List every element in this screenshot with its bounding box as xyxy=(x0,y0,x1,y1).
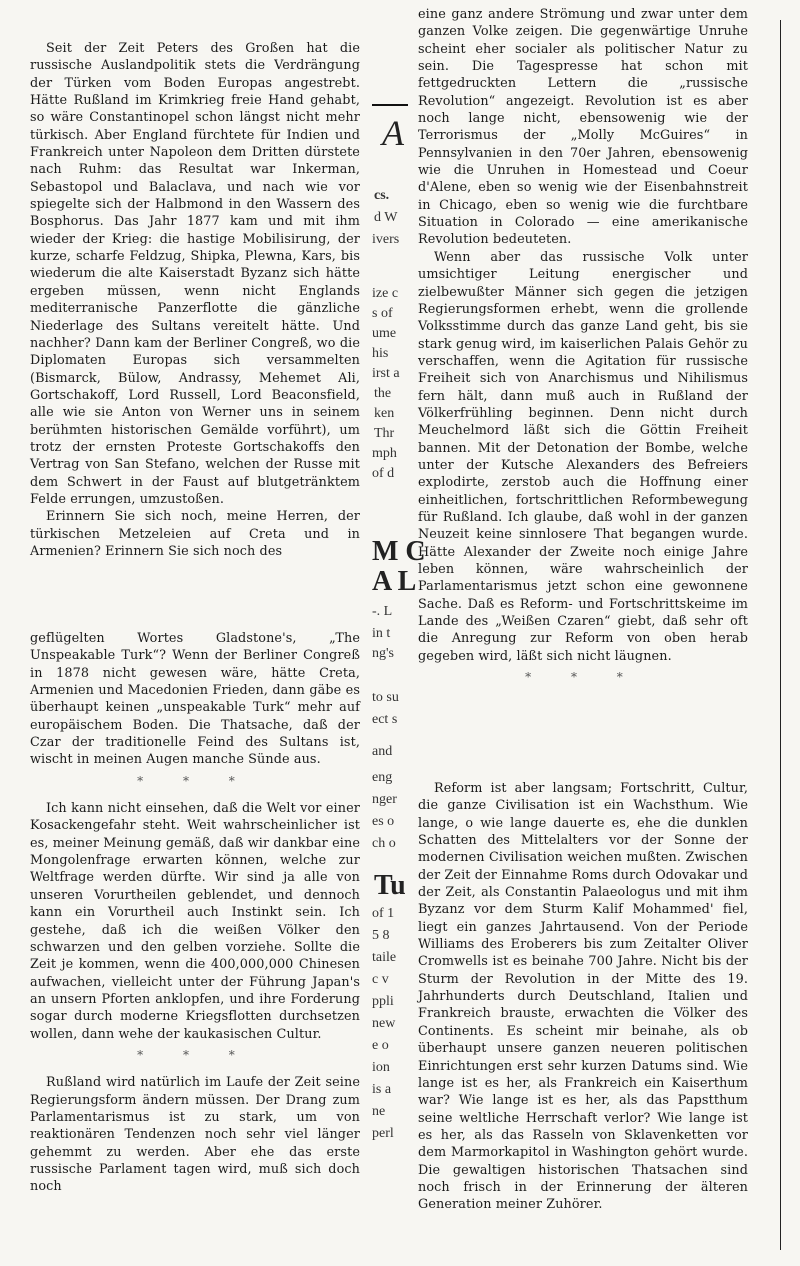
gutter-fragment: c v xyxy=(372,972,389,987)
gutter-fragments xyxy=(362,0,426,1266)
column-right-top xyxy=(418,6,748,696)
gutter-fragment: s of xyxy=(372,306,393,321)
gutter-fragment: to su xyxy=(372,690,399,705)
gutter-fragment: d W xyxy=(374,210,398,225)
gutter-fragment: of 1 xyxy=(372,906,395,921)
gutter-fragment: Tu xyxy=(374,870,406,901)
paragraph: Wenn aber das russische Volk unter umsichtiger Leitung energischer und zielbewußter Männer sich gegen die jetzigen Regierungsformen erhebt, wenn die grollende Volksstimme durch das ganze Land geht, bis sie stark genug wird, im kaiserlichen Palais Gehör zu verschaffen, wenn die Agitation für russische Freiheit sich von Anarchismus und Nihilismus fern hält, dann muß auch in Rußland der Völkerfrühling beginnen. Denn nicht durch Meuchelmord läßt sich die Göttin Freiheit bannen. Mit der Detonation der Bombe, welche unter der Kutsche Alexanders des Befreiers explodirte, zerstob auch die Hoffnung einer einheitlichen, fortschrittlichen Reformbewegung für Rußland. Ich glaube, daß wohl in der ganzen Neuzeit keine sinnlosere That begangen wurde. Hätte Alexander der Zweite noch einige Jahre leben können, wäre wahrscheinlich der Parlamentarismus jetzt schon eine gewonnene Sache. Daß es Reform- und Fortschrittskeime im Lande des „Weißen Czaren“ giebt, daß sehr oft die Anregung zur Reform von oben herab gegeben wird, läßt sich nicht läugnen. xyxy=(418,249,748,664)
paragraph: Seit der Zeit Peters des Großen hat die russische Auslandpolitik stets die Verdrängung der Türken vom Boden Europas angestrebt. Hätte Rußland im Krimkrieg freie Hand gehabt, so wäre Constantinopel schon längst nicht mehr türkisch. Aber England fürchtete für Indien und Frankreich unter Napoleon dem Dritten dürstete nach Ruhm: das Resultat war Inkerman, Sebastopol und Balaclava, und nach wie vor spiegelte sich der Halbmond in den Wassern des Bosphorus. Das Jahr 1877 kam und mit ihm wieder der Krieg: die hastige Mobilisirung, der kurze, scharfe Feldzug, Shipka, Plewna, Kars, bis wiederum die alte Kaiserstadt Byzanz sich hätte ergeben müssen, wenn nicht Englands mediterranische Panzerflotte die gänzliche Niederlage des Sultans vereitelt hätte. Und nachher? Dann kam der Berliner Congreß, wo die Diplomaten Europas sich versammelten (Bismarck, Bülow, Andrassy, Mehemet Ali, Gortschakoff, Lord Russell, Lord Beaconsfield, alle wie sie Anton von Werner uns in seinem berühmten historischen Gemälde vorführt), um trotz der ernsten Proteste Gortschakoffs den Vertrag von San Stefano, welchen der Russe mit dem Schwert in der Faust auf blutgetränktem Felde errungen, umzustoßen. xyxy=(30,41,360,507)
paragraph: Erinnern Sie sich noch, meine Herren, der türkischen Metzeleien auf Creta und in Armenien? Erinnern Sie sich noch des xyxy=(30,509,360,559)
gutter-fragment: of d xyxy=(372,466,395,481)
gutter-fragment: new xyxy=(372,1016,396,1031)
gutter-fragment: cs. xyxy=(374,188,390,203)
gutter-fragment: 5 8 xyxy=(372,928,390,943)
paragraph: Ich kann nicht einsehen, daß die Welt vor einer Kosackengefahr steht. Weit wahrscheinlicher ist es, meiner Meinung gemäß, daß wir dankbar eine Mongolenfrage erwarten können, welche zur Weltfrage werden dürfte. Wir sind ja alle von unseren Vorurtheilen geblendet, und dennoch kann ein Vorurtheil auch Instinkt sein. Ich gestehe, daß ich die weißen Völker den schwarzen und den gelben vorziehe. Sollte die Zeit je kommen, wenn die 400,000,000 Chinesen aufwachen, vielleicht unter der Führung Japan's an unsern Pforten anklopfen, und ihre Forderung sogar durch moderne Kriegsflotten durchsetzen wollen, dann wehe der kaukasischen Cultur. xyxy=(30,801,360,1042)
gutter-fragment: ion xyxy=(372,1060,390,1075)
gutter-fragment: es o xyxy=(372,814,395,829)
gutter-fragment: ize c xyxy=(372,286,399,301)
gutter-fragment: ken xyxy=(374,406,395,421)
gutter-fragment: ect s xyxy=(372,712,398,727)
gutter-fragment: A L xyxy=(372,566,417,597)
gutter-fragment: and xyxy=(372,744,393,759)
gutter-fragment: ch o xyxy=(372,836,396,851)
gutter-fragment: ivers xyxy=(372,232,400,247)
gutter-fragment: taile xyxy=(372,950,397,965)
gutter-fragment: ppli xyxy=(372,994,394,1009)
gutter-fragment: ng's xyxy=(372,646,394,661)
gutter-fragment: mph xyxy=(372,446,397,461)
paragraph: eine ganz andere Strömung und zwar unter dem ganzen Volke zeigen. Die gegenwärtige Unruhe scheint eher socialer als politischer Natur zu sein. Die Tagespresse hat schon mit fettgedruckten Lettern die „russische Revolution“ angezeigt. Revolution ist es aber noch lange nicht, ebensowenig wie der Terrorismus der „Molly McGuires“ in Pennsylvanien in den 70er Jahren, ebensowenig wie die Unruhen in Homestead und Coeur d'Alene, eben so wenig wie der Eisenbahnstreit in Chicago, eben so wenig wie die furchtbare Situation in Colorado — eine amerikanische Revolution bedeuteten. xyxy=(418,7,748,248)
gutter-fragment: e o xyxy=(372,1038,389,1053)
gutter-fragment: perl xyxy=(372,1126,394,1141)
column-left-bottom xyxy=(30,630,360,1196)
column-right-bottom xyxy=(418,780,748,1214)
section-separator: * * * xyxy=(137,1047,253,1062)
paragraph: Reform ist aber langsam; Fortschritt, Cultur, die ganze Civilisation ist ein Wachsthum. Wie lange, o wie lange dauerte es, ehe die dunklen Schatten des Mittelalters vor der Sonne der modernen Civilisation weichen mußten. Zwischen der Zeit der Einnahme Roms durch Odovakar und der Zeit, als Constantin Palaeologus und mit ihm Byzanz vor dem Sturm Kalif Mohammed' fiel, liegt ein ganzes Jahrtausend. Von der Periode Williams des Eroberers bis zum Zeitalter Oliver Cromwells ist es beinahe 700 Jahre. Nicht bis der Sturm der Revolution in der Mitte des 19. Jahrhunderts durch Deutschland, Italien und Frankreich brauste, erwachten die Völker des Continents. Es scheint mir beinahe, als ob überhaupt unsere ganzen neueren politischen Einrichtungen erst sehr kurzen Datums sind. Wie lange ist es her, als Frankreich ein Kaiserthum war? Wie lange ist es her, als das Papstthum seine weltliche Herrschaft verlor? Wie lange ist es her, als das Rasseln von Sklavenketten vor dem Marmorkapitol in Washington gehört wurde. Die gewaltigen historischen Thatsachen sind noch frisch in der Erinnerung der älteren Generation meiner Zuhörer. xyxy=(418,781,748,1213)
column-left-top xyxy=(30,40,360,560)
section-separator: * * * xyxy=(137,773,253,788)
gutter-fragment: ume xyxy=(372,326,397,341)
gutter-fragment: -. L xyxy=(372,604,393,619)
paragraph: geflügelten Wortes Gladstone's, „The Unspeakable Turk“? Wenn der Berliner Congreß in 1878 nicht gewesen wäre, hätte Creta, Armenien und Macedonien Frieden, dann gäbe es überhaupt keinen „unspeakable Turk“ mehr auf europäischem Boden. Die Thatsache, daß der Czar der traditionelle Feind des Sultans ist, wischt in meinen Augen manche Sünde aus. xyxy=(30,631,360,768)
gutter-fragment: A xyxy=(382,113,404,153)
page-edge-rule xyxy=(780,20,781,1250)
gutter-fragment: irst a xyxy=(372,366,400,381)
paragraph: Rußland wird natürlich im Laufe der Zeit seine Regierungsform ändern müssen. Der Drang zum Parlamentarismus ist zu stark, um von reaktionären Tendenzen noch sehr viel länger gehemmt zu werden. Aber ehe das erste russische Parlament tagen wird, muß sich doch noch xyxy=(30,1075,360,1195)
section-separator: * * * xyxy=(525,670,641,685)
gutter-fragment: in t xyxy=(372,626,391,641)
gutter-fragment: ne xyxy=(372,1104,386,1119)
gutter-fragment: eng xyxy=(372,770,393,785)
gutter-fragment: Thr xyxy=(374,426,395,441)
gutter-fragment: is a xyxy=(372,1082,392,1097)
gutter-fragment: nger xyxy=(372,792,397,807)
gutter-fragment: his xyxy=(372,346,389,361)
gutter-fragment: the xyxy=(374,386,392,401)
gutter-fragment: M C xyxy=(372,536,426,567)
